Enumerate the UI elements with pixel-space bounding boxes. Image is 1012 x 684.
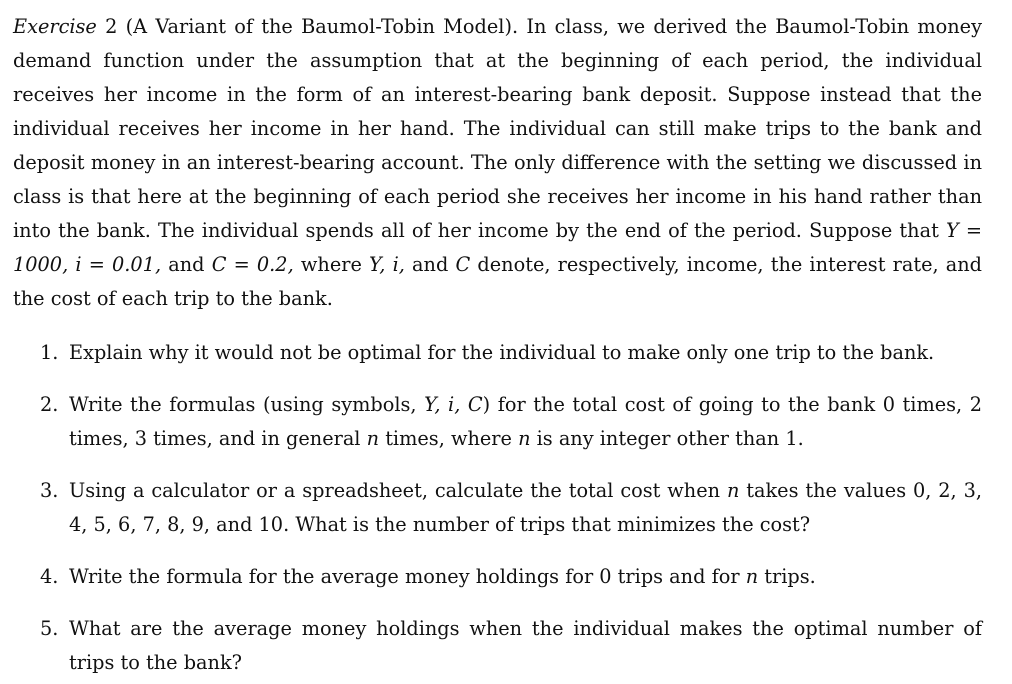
question-4 (13, 560, 982, 594)
question-text-b: ) for the total cost of going to the bank 0 times, 2 times, 3 times, and in general (69, 393, 982, 450)
question-text-a: Write the formula for the average money holdings for 0 trips and for (69, 565, 740, 588)
exercise-intro (13, 10, 982, 316)
question-list (13, 336, 982, 680)
exercise-text-2: and (168, 253, 205, 276)
question-5 (13, 612, 982, 680)
exercise-text-3: where (300, 253, 362, 276)
exercise-text-1: In class, we derived the Baumol-Tobin money demand function under the assumption that at the beginning of each period, the individual receives her income in the form of an interest-bearing bank deposit. Suppose instead that the individual receives her income in her hand. The individual can still make trips to the bank and deposit money in an interest-bearing account. The only difference with the setting we discussed in class is that here at the beginning of each period she receives her income in his hand rather than into the bank. The individual spends all of her income by the end of the period. Suppose that (13, 15, 982, 242)
exercise-title: (A Variant of the Baumol-Tobin Model). (125, 15, 519, 38)
interest-equation: i = 0.01, (75, 253, 162, 276)
question-text: Explain why it would not be optimal for the individual to make only one trip to the bank. (69, 341, 935, 364)
symbol-y: Y, (369, 253, 386, 276)
question-text-a: Write the formulas (using symbols, (69, 393, 417, 416)
exercise-text-4: and (412, 253, 449, 276)
question-number: 4. (40, 565, 59, 588)
symbol-n: n (745, 565, 759, 588)
symbol-i: i, (392, 253, 405, 276)
question-1 (13, 336, 982, 370)
question-3 (13, 474, 982, 542)
exercise-text-5: denote, respectively, income, the interest rate, and the cost of each trip to the bank. (13, 253, 983, 310)
question-text-b: takes the values 0, 2, 3, 4, 5, 6, 7, 8, 9, and 10. What is the number of trips that minimizes the cost? (69, 479, 982, 536)
question-symbols: Y, i, C (424, 393, 483, 416)
income-equation: Y = 1000, (13, 219, 982, 276)
question-text-c: times, where (385, 427, 512, 450)
question-text-b: trips. (764, 565, 816, 588)
symbol-n: n (518, 427, 531, 450)
question-text-d: is any integer other than 1. (536, 427, 804, 450)
question-number: 2. (40, 393, 59, 416)
symbol-n: n (366, 427, 380, 450)
question-number: 5. (40, 617, 59, 640)
symbol-c: C (455, 253, 471, 276)
question-text-a: Using a calculator or a spreadsheet, calculate the total cost when (69, 479, 721, 502)
question-2 (13, 388, 982, 456)
question-number: 1. (40, 341, 59, 364)
question-number: 3. (40, 479, 59, 502)
question-text: What are the average money holdings when the individual makes the optimal number of trips to the bank? (69, 617, 982, 674)
exercise-label: Exercise (13, 15, 97, 38)
exercise-number: 2 (105, 15, 118, 38)
symbol-n: n (726, 479, 740, 502)
cost-equation: C = 0.2, (211, 253, 294, 276)
